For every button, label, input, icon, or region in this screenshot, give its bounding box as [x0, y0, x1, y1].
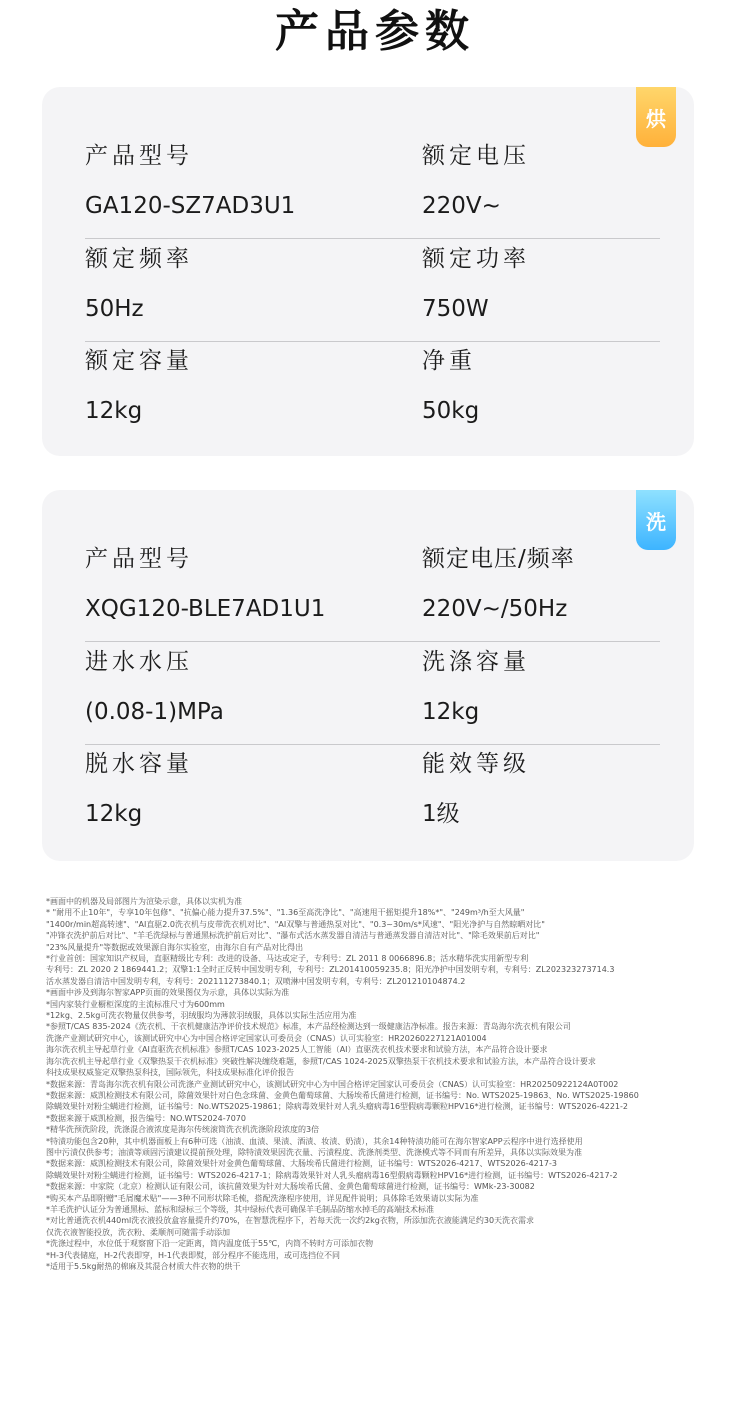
spec-cell: [85, 241, 193, 327]
spec-label: 洗涤容量: [422, 649, 530, 675]
footnote-line: "1400r/min超高转速"、"AI直驱2.0洗衣机与皮带洗衣机对比"、"AI双擎与普通热泵对比"、"0.3~30m/s*风速"、"阳光净护与自然晾晒对比": [46, 919, 545, 929]
spec-label: 额定功率: [422, 246, 530, 272]
footnote-line: *参照T/CAS 835-2024《洗衣机、干衣机健康洁净评价技术规范》标准，本产品经检测达到一级健康洁净标准。报告来源：青岛海尔洗衣机有限公司: [46, 1022, 571, 1032]
spec-label: 额定容量: [85, 348, 193, 374]
spec-cell: [422, 644, 530, 730]
spec-cell: [422, 746, 530, 832]
footnote-line: "冲锋衣洗护前后对比"、"羊毛洗绿标与普通黑标洗护前后对比"、"瀑布式活水蒸发器自清洁与普通蒸发器自清洁对比"、"除毛效果前后对比": [46, 931, 540, 941]
spec-label: 产品型号: [85, 143, 193, 169]
footnote-line: "23%风量提升"等数据或效果源自海尔实验室，由海尔自有产品对比得出: [46, 942, 304, 952]
footnotes: [46, 896, 736, 1272]
footnote-line: *精华洗预洗阶段，洗涤混合液浓度是海尔传统滚筒洗衣机洗涤阶段浓度的3倍: [46, 1125, 320, 1135]
spec-value: 220V~/50Hz: [422, 596, 568, 622]
footnote-line: 除螨效果针对粉尘螨进行检测，证书编号：No.WTS2025-19861；除病毒效果针对人乳头瘤病毒16型假病毒颗粒HPV16*进行检测，证书编号：WTS2026-4221-2: [46, 1102, 628, 1112]
footnote-line: 活水蒸发器自清洁中国发明专利，专利号：202111273840.1；双喷淋中国发明专利，专利号：ZL201210104874.2: [46, 976, 466, 986]
spec-value: 12kg: [85, 801, 143, 827]
footnote-line: 除螨效果针对粉尘螨进行检测，证书编号：WTS2026-4217-1；除病毒效果针对人乳头瘤病毒16型假病毒颗粒HPV16*进行检测，证书编号：WTS2026-4217-2: [46, 1170, 618, 1180]
spec-value: XQG120-BLE7AD1U1: [85, 596, 326, 622]
spec-value: 50kg: [422, 398, 480, 424]
washer-spec-row: [85, 644, 660, 745]
dryer-spec-row: [85, 343, 660, 443]
spec-cell: [422, 138, 530, 224]
spec-value: GA120-SZ7AD3U1: [85, 193, 296, 219]
footnote-line: *数据来源：中家院（北京）检测认证有限公司，该抗菌效果为针对大肠埃希氏菌、金黄色葡萄球菌进行检测，证书编号：WMk-23-30082: [46, 1182, 535, 1192]
dryer-badge: 烘: [636, 87, 676, 147]
spec-label: 额定电压/频率: [422, 546, 575, 572]
footnote-line: *购买本产品即附赠"毛屑魔术贴"——3种不同形状除毛梳，搭配洗涤程序使用，详见配件说明；具体除毛效果请以实际为准: [46, 1193, 479, 1203]
spec-cell: [422, 541, 575, 627]
footnote-line: 海尔洗衣机主导起草行业《双擎热泵干衣机标准》突破性解决缠绕难题，参照T/CAS 1024-2025双擎热泵干衣机技术要求和试验方法，本产品符合设计要求: [46, 1056, 596, 1066]
footnote-line: 专利号：ZL 2020 2 1869441.2；双擎1:1全时正反转中国发明专利，专利号：ZL201410059235.8；阳光净护中国发明专利，专利号：ZL202323273714.3: [46, 965, 615, 975]
footnote-line: *适用于5.5kg耐热的棉麻及其混合材质大件衣物的烘干: [46, 1262, 241, 1271]
footnote-line: *对比普通洗衣机440ml洗衣液投放盒容量提升约70%，在智慧洗程序下，若每天洗一次约2kg衣物，所添加洗衣液能满足约30天洗衣需求: [46, 1216, 535, 1226]
page-title: 产品参数: [275, 6, 475, 57]
footnote-line: *数据来源：威凯检测技术有限公司，除菌效果针对白色念珠菌、金黄色葡萄球菌、大肠埃希氏菌进行检测，证书编号：No. WTS2025-19863、No. WTS2025-19860: [46, 1090, 639, 1100]
spec-label: 脱水容量: [85, 751, 193, 777]
spec-cell: [85, 343, 193, 429]
spec-value: 750W: [422, 296, 489, 322]
spec-cell: [85, 541, 325, 627]
spec-label: 进水水压: [85, 649, 193, 675]
footnote-line: 仅洗衣液智能投放，洗衣粉、柔顺剂可随需手动添加: [46, 1227, 230, 1237]
spec-value: 12kg: [422, 699, 480, 725]
footnote-line: 图中污渍仅供参考；油渍等顽固污渍建议提前预处理，除特渍效果因洗衣量、污渍程度、洗涤剂类型、洗涤模式等不同而有所差异，具体以实际效果为准: [46, 1147, 582, 1157]
washer-badge: 洗: [636, 490, 676, 550]
footnote-line: *数据来源：青岛海尔洗衣机有限公司洗涤产业测试研究中心，该测试研究中心为中国合格评定国家认可委员会（CNAS）认可实验室：HR20250922124A0T002: [46, 1079, 619, 1089]
spec-label: 净重: [422, 348, 476, 374]
footnote-line: 海尔洗衣机主导起草行业《AI直驱洗衣机标准》参照T/CAS 1023-2025人工智能（AI）直驱洗衣机技术要求和试验方法，本产品符合设计要求: [46, 1045, 548, 1055]
spec-cell: [85, 644, 224, 730]
footnote-line: * "耐用不止10年"，专享10年包修"、"抗偏心能力提升37.5%"、"1.36至高洗净比"、"高速甩干摇矩提升18%*"、"249m³/h至大风量": [46, 908, 525, 918]
washer-spec-row: [85, 746, 660, 846]
spec-value: 12kg: [85, 398, 143, 424]
spec-value: 1级: [422, 801, 460, 827]
footnote-line: *国内家装行业橱柜深度的主流标准尺寸为600mm: [46, 999, 225, 1009]
spec-value: (0.08-1)MPa: [85, 699, 224, 725]
footnote-line: *画面中的机器及局部图片为渲染示意，具体以实机为准: [46, 897, 242, 906]
footnote-line: *数据来源于威凯检测，报告编号：NO.WTS2024-7070: [46, 1113, 246, 1123]
dryer-spec-row: [85, 138, 660, 239]
spec-value: 50Hz: [85, 296, 144, 322]
spec-label: 额定电压: [422, 143, 530, 169]
spec-label: 额定频率: [85, 246, 193, 272]
dryer-spec-row: [85, 241, 660, 342]
footnote-line: 科技成果权威鉴定双擎热泵科技，国际领先，科技成果标准化评价报告: [46, 1068, 294, 1078]
footnote-line: *羊毛洗护认证分为普通黑标、蓝标和绿标三个等级，其中绿标代表可确保羊毛制品防缩水掉毛的高端技术标准: [46, 1204, 434, 1214]
footnote-line: *特渍功能包含20种，其中机器面板上有6种可选（油渍、血渍、果渍、酒渍、妆渍、奶渍），其余14种特渍功能可在海尔智家APP云程序中进行选择使用: [46, 1136, 583, 1146]
footnote-line: *画面中涉及到海尔智家APP页面的效果图仅为示意，具体以实际为准: [46, 988, 290, 998]
spec-value: 220V~: [422, 193, 501, 219]
spec-cell: [85, 138, 295, 224]
spec-label: 能效等级: [422, 751, 530, 777]
spec-cell: [85, 746, 193, 832]
spec-cell: [422, 241, 530, 327]
spec-label: 产品型号: [85, 546, 193, 572]
footnote-line: *数据来源：威凯检测技术有限公司，除菌效果针对金黄色葡萄球菌、大肠埃希氏菌进行检测，证书编号：WTS2026-4217、WTS2026-4217-3: [46, 1159, 557, 1169]
footnote-line: *行业首创：国家知识产权局，直驱精级比专利：改进的设备、马达或定子，专利号：ZL 2011 8 0066896.8；活水精华洗实用新型专利: [46, 954, 529, 964]
washer-spec-row: [85, 541, 660, 642]
footnote-line: *洗涤过程中，水位低于观察窗下沿一定距离，筒内温度低于55℃，内筒不转时方可添加衣物: [46, 1239, 374, 1249]
footnote-line: 洗涤产业测试研究中心，该测试研究中心为中国合格评定国家认可委员会（CNAS）认可实验室：HR20260227121A01004: [46, 1033, 487, 1043]
footnote-line: *12kg、2.5kg可洗衣物量仅供参考，羽绒服均为薄款羽绒服，具体以实际生活应用为准: [46, 1011, 357, 1021]
footnote-line: *H-3代表储庭，H-2代表即穿，H-1代表即熨，部分程序不能选用，或可选挡位不同: [46, 1250, 340, 1260]
spec-cell: [422, 343, 479, 429]
